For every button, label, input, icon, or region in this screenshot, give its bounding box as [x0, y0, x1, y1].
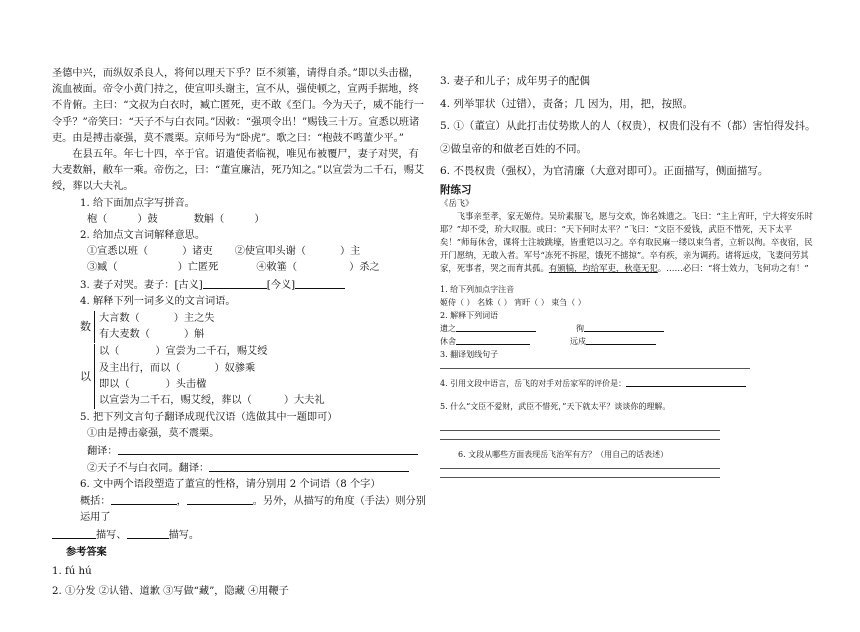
question-1: 1. 给下面加点字写拼音。: [80, 197, 195, 209]
polysemy-group-yi: [52, 344, 427, 409]
question-4: 4. 解释下列一词多义的文言词语。: [80, 295, 236, 307]
answer-2: 2. ①分发 ②认错、道歉 ③写做“藏”，隐藏 ④用鞭子: [52, 586, 289, 598]
answer-1: 1. fú hú: [52, 566, 92, 578]
question-5: 5. 把下列文言句子翻译成现代汉语（选做其中一题即可）: [80, 412, 338, 424]
exercise-question-5: 5. 什么“文臣不爱财，武臣不惜死，”天下就太平？谈谈你的理解。: [440, 401, 671, 411]
answer-line: [440, 430, 720, 431]
question-2-row-1: ①宣悉以班（ ）诸吏 ②使宣叩头谢（ ）主: [87, 246, 361, 258]
answer-line: [440, 368, 750, 369]
exercise-question-2-row-1: 遗之 徇: [440, 322, 820, 335]
question-2: 2. 给加点文言词解释意思。: [80, 230, 206, 242]
question-6-answer: 概括： ， 。另外，从描写的角度（手法）则分别运用了: [52, 493, 427, 526]
answer-line: [440, 439, 720, 440]
polysemy-item: 以（ ）宣尝为二千石，赐艾绶: [99, 346, 268, 358]
exercise-question-2: 2. 解释下列词语: [440, 310, 499, 320]
passage-paragraph-1: 圣德中兴，而纵奴杀良人，将何以理天下乎？臣不须箠，请得自杀。”即以头击楹，流血被面。帝令小黄门持之，使宣叩头谢主，宣不从，强使顿之，宣两手据地，终不肯俯。主曰：“文叔为白衣时，臧亡匿死，吏不敢《至门。今为天子，威不能行一令乎？”帝笑曰：“天子不与白衣同。”因敕：“强项令出！”赐钱三十万。宣悉以班诸吏。由是搏击豪强，莫不震栗。京师号为“卧虎”。歌之曰：“枹鼓不鸣董少平。”: [52, 68, 424, 144]
polysemy-key-shu: 数: [80, 320, 91, 334]
answer-line: [440, 468, 720, 469]
underlined-sentence: 有颁犒，均给军吏，秋毫无犯: [548, 262, 658, 273]
right-column: [440, 70, 820, 486]
answer-3: 3. 妻子和儿子；成年男子的配偶: [440, 75, 590, 87]
answer-5-b: ②做皇帝的和做老百姓的不同。: [440, 142, 587, 155]
exercise-question-6: 6. 文段从哪些方面表现岳飞治军有方？（用自己的话表述）: [458, 449, 669, 459]
left-column: [52, 66, 427, 602]
exercise-question-1-items: 姬侍（ ） 名姝（ ） 宵旰（ ） 束刍（ ）: [440, 297, 586, 307]
question-2-row-2: ③臧（ ）亡匿死 ④敕箠（ ）杀之: [87, 262, 380, 274]
exercise-question-2-row-2: 休舍 远戍: [440, 335, 820, 348]
exercise-title: 附练习: [440, 183, 472, 196]
answer-key-title: 参考答案: [66, 545, 107, 558]
answer-5: 5. ①（董宣）从此打击仗势欺人的人（权贵），权贵们没有不（都）害怕得发抖。: [440, 120, 816, 132]
exercise-passage: 飞事亲至孝，家无姬侍。吴玠素服飞，愿与交欢，饰名姝遗之。飞曰：“主上宵旰，宁大将安乐时耶？”却不受，玠大叹服。或曰：“天下何时太平？”飞曰：“文臣不爱钱，武臣不惜死，天下太平矣！”师每休舍，课将士注坡跳壕，皆重铠以习之。卒有取民麻一缕以束刍者，立斩以徇。卒夜宿，民开门愿纳，无敢入者。军号“冻死不拆屋，饿死不掳掠”。卒有疾，亲为调药。诸将远戍，飞妻问劳其家，死事者，哭之而育其孤。有颁犒，均给军吏，秋毫无犯。……必曰：“将士效力，飞何功之有！”: [440, 210, 813, 273]
question-3: 3. 妻子对哭。妻子：[古义] [今义]: [52, 277, 427, 294]
question-6: 6. 文中两个语段塑造了董宣的性格，请分别用 2 个词语（8 个字）: [80, 479, 381, 491]
polysemy-item: 及主出行，而以（ ）奴骖乘: [99, 362, 256, 374]
passage-paragraph-2: 在县五年。年七十四，卒于官。诏遣使者临视，唯见布被覆尸，妻子对哭，有大麦数斛，敝车一乘。帝伤之，曰：“董宣廉洁，死乃知之。”以宣尝为二千石，赐艾绶，葬以大夫礼。: [52, 149, 425, 193]
polysemy-item: 以宣尝为二千石，赐艾绶，葬以（ ）大夫礼: [99, 395, 325, 407]
exercise-source: 《岳飞》: [440, 197, 474, 208]
exercise-question-3: 3. 翻译划线句子: [440, 349, 499, 359]
answer-6: 6. 不畏权贵（强权），为官清廉（大意对即可）。正面描写，侧面描写。: [440, 165, 769, 177]
polysemy-group-shu: [52, 311, 427, 343]
question-6-answer-cont: 描写、 描写。: [52, 527, 427, 544]
polysemy-key-yi: 以: [80, 369, 91, 383]
answer-line: [440, 477, 720, 478]
question-5-a-translate: 翻译：: [52, 443, 427, 460]
question-5-b: ②天子不与白衣同。翻译：: [52, 460, 427, 477]
question-1-items: 枹（ ）鼓 数斛（ ）: [87, 213, 265, 225]
polysemy-item: 大言数（ ）主之失: [99, 313, 215, 325]
polysemy-item: 即以（ ）头击楹: [99, 378, 207, 390]
question-5-a: ①由是搏击豪强，莫不震栗。: [87, 428, 220, 440]
exercise-question-4: 4. 引用文段中语言，岳飞的对手对岳家军的评价是：: [440, 377, 820, 390]
polysemy-item: 有大麦数（ ）斛: [99, 329, 205, 341]
answer-4: 4. 列举罪状（过错），责备；几 因为，用，把，按照。: [440, 97, 693, 110]
exercise-question-1: 1. 给下列加点字注音: [440, 284, 515, 294]
